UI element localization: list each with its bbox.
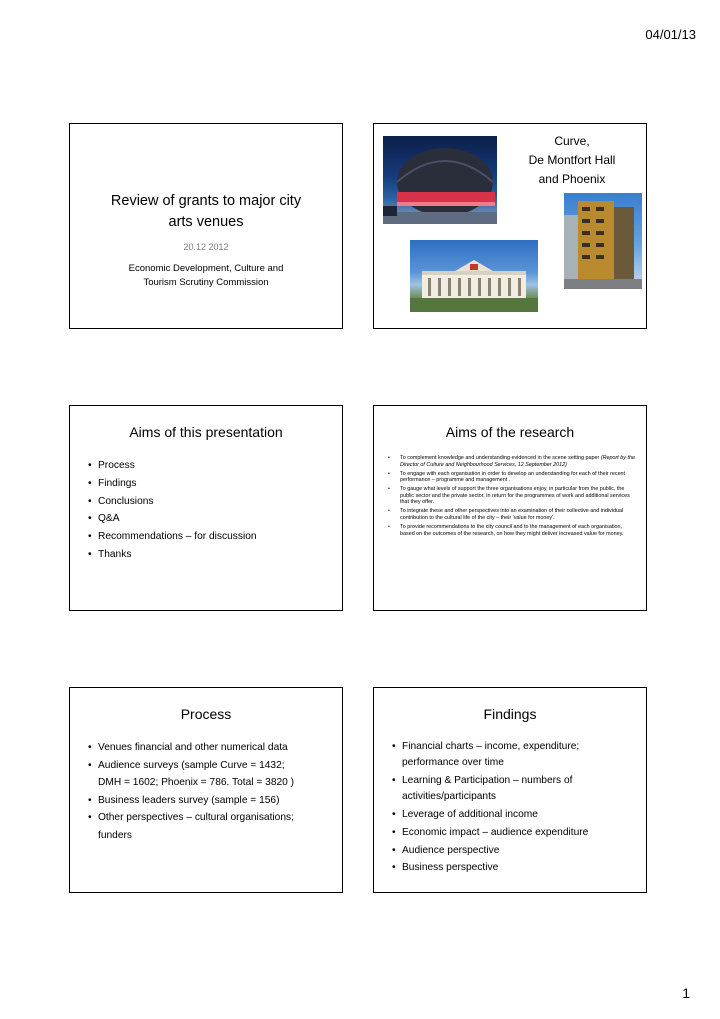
slide-findings	[373, 687, 647, 893]
list-item: • Conclusions	[88, 493, 257, 511]
slide-heading: Process	[180, 706, 232, 722]
slide-aims-research	[373, 405, 647, 611]
page-number: 1	[682, 985, 690, 1001]
slide-subtitle	[70, 262, 342, 290]
caption-line-2: De Montfort Hall	[528, 153, 616, 167]
list-item: • Business leaders survey (sample = 156)	[88, 792, 332, 810]
title-line-2: arts venues	[168, 214, 244, 230]
list-item: • Venues financial and other numerical data	[88, 739, 332, 757]
list-item: • Audience surveys (sample Curve = 1432;	[88, 757, 332, 775]
list-item: • To engage with each organisation in order to develop an understanding for each of their recent performance – programme and management .	[388, 471, 636, 484]
list-item: • Other perspectives – cultural organisations;	[88, 809, 332, 827]
slide-title-heading	[70, 191, 342, 233]
venues-caption	[512, 132, 632, 189]
process-list	[88, 739, 332, 844]
caption-line-3: and Phoenix	[538, 172, 606, 186]
findings-list	[392, 739, 636, 878]
list-item: • Process	[88, 457, 257, 475]
item-text: To complement knowledge and understanding evidenced in the scene setting paper	[400, 455, 601, 461]
list-item: • Thanks	[88, 546, 257, 564]
page-date: 04/01/13	[645, 27, 696, 42]
list-item: • To gauge what levels of support the three organisations enjoy, in particular from the public, the public sector and the private sector, in return for the programmes of work and additional services that they offer.	[388, 486, 636, 506]
list-item: • Q&A	[88, 510, 257, 528]
aims-list	[88, 457, 257, 564]
list-item: • Recommendations – for discussion	[88, 528, 257, 546]
list-item: • Audience perspective	[392, 843, 636, 859]
subtitle-line-1: Economic Development, Culture and	[128, 263, 284, 274]
list-item: • Leverage of additional income	[392, 807, 636, 823]
list-item: • Learning & Participation – numbers of activities/participants	[392, 773, 636, 805]
slide-venues	[373, 123, 647, 329]
list-item: • Findings	[88, 475, 257, 493]
list-item: • To provide recommendations to the city council and to the management of each organisation, based on the outcomes of the research, on how they might deliver increased value for money.	[388, 524, 636, 537]
list-item: • Economic impact – audience expenditure	[392, 825, 636, 841]
list-item-continuation: funders	[98, 829, 132, 841]
list-item-continuation: DMH = 1602; Phoenix = 786. Total = 3820 )	[98, 777, 295, 788]
slide-heading: Aims of the research	[445, 424, 575, 440]
slide-aims-presentation	[69, 405, 343, 611]
de-montfort-hall-photo	[410, 240, 538, 312]
research-aims-list	[388, 455, 636, 539]
slide-title	[69, 123, 343, 329]
slide-date: 20.12 2012	[183, 242, 229, 252]
item-reference: (Report by the Director of Culture and Neighbourhood Services, 12 September 2012)	[400, 455, 635, 468]
caption-line-1: Curve,	[554, 134, 590, 148]
list-item: • Financial charts – income, expenditure; performance over time	[392, 739, 636, 771]
list-item: • Business perspective	[392, 860, 636, 876]
slide-heading: Aims of this presentation	[129, 424, 283, 440]
slide-heading: Findings	[483, 706, 537, 722]
title-line-1: Review of grants to major city	[110, 193, 302, 209]
list-item: • To integrate these and other perspectives into an examination of their collective and individual contribution to the cultural life of the city – their 'value for money'.	[388, 508, 636, 521]
phoenix-photo	[564, 193, 642, 289]
slide-process	[69, 687, 343, 893]
curve-photo	[383, 136, 497, 224]
list-item	[388, 455, 636, 468]
subtitle-line-2: Tourism Scrutiny Commission	[143, 277, 269, 288]
